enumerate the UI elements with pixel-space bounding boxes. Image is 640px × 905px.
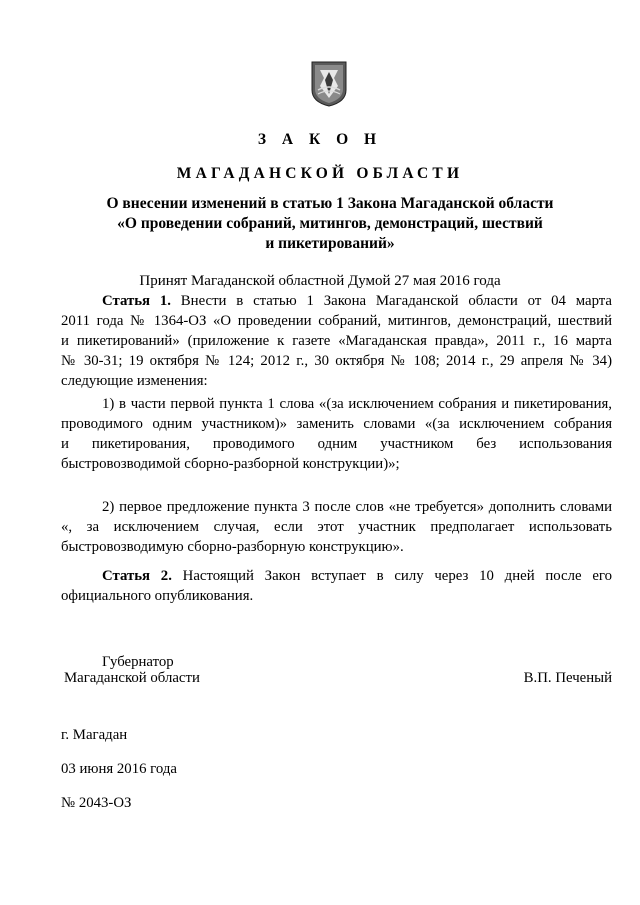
date: 03 июня 2016 года <box>61 761 177 777</box>
article-1-label: Статья 1. <box>102 293 171 309</box>
article-2 <box>61 566 612 606</box>
paragraph-line: 2011 года № 1364-ОЗ «О проведении собраний, митингов, демонстраций, шествий <box>61 313 612 329</box>
paragraph-line: и пикетирований» (приложение к газете «Магаданская правда», 2011 г., 16 марта <box>61 333 612 349</box>
paragraph-line: № 30-31; 19 октября № 124; 2012 г., 30 октября № 108; 2014 г., 29 апреля № 34) <box>61 353 612 369</box>
place: г. Магадан <box>61 727 128 743</box>
subject-line: «О проведении собраний, митингов, демонстраций, шествий <box>117 215 543 232</box>
article-2-label: Статья 2. <box>102 568 172 584</box>
coat-of-arms-icon <box>310 60 348 108</box>
paragraph-line: проводимого одним участником)» заменить словами «(за исключением собрания <box>61 416 612 432</box>
paragraph-line: быстровозводимой сборно-разборной конструкции)»; <box>61 456 400 472</box>
article-1 <box>61 291 612 391</box>
paragraph-line: следующие изменения: <box>61 373 208 389</box>
adoption-note: Принят Магаданской областной Думой 27 мая 2016 года <box>139 273 501 289</box>
law-subject <box>60 194 600 254</box>
paragraph-line: быстровозводимую сборно-разборную конструкцию». <box>61 539 404 555</box>
paragraph-line: «, за исключением случая, если этот участник предполагает использовать <box>61 519 612 535</box>
law-number: № 2043-ОЗ <box>61 795 132 811</box>
amendment-item-1 <box>61 394 612 474</box>
paragraph-line: и пикетирования, проводимого одним участником без использования <box>61 436 612 452</box>
paragraph-line: Статья 2. Настоящий Закон вступает в силу через 10 дней после его <box>102 568 612 584</box>
region-title: МАГАДАНСКОЙ ОБЛАСТИ <box>176 165 464 182</box>
paragraph-line: 2) первое предложение пункта 3 после слов «не требуется» дополнить словами <box>102 499 612 515</box>
governor-title: Губернатор <box>102 654 174 670</box>
governor-name: В.П. Печеный <box>523 670 612 686</box>
amendment-item-2 <box>61 497 612 557</box>
paragraph-line: 1) в части первой пункта 1 слова «(за исключением собрания и пикетирования, <box>102 396 612 412</box>
subject-line: О внесении изменений в статью 1 Закона Магаданской области <box>106 195 554 212</box>
paragraph-line: Статья 1. Внести в статью 1 Закона Магаданской области от 04 марта <box>102 293 612 309</box>
governor-region: Магаданской области <box>64 670 200 686</box>
paragraph-line: официального опубликования. <box>61 588 254 604</box>
subject-line: и пикетирований» <box>265 235 395 252</box>
document-type-title: З А К О Н <box>257 131 383 148</box>
